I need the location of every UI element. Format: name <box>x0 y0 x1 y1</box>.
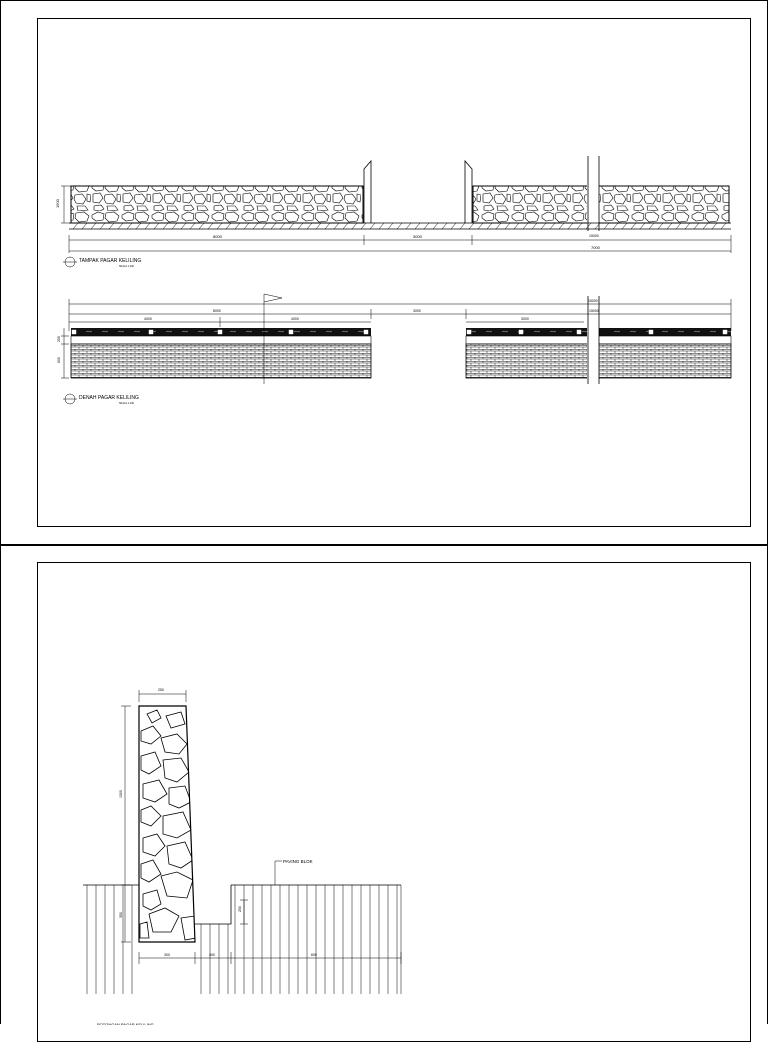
plan-title: DENAH PAGAR KELILING <box>79 395 139 401</box>
segment-dim-3: 7000 <box>591 245 600 250</box>
elevation-scale: SKALA 1:100 <box>119 265 134 268</box>
plan-break-gap <box>587 326 599 381</box>
right-sub: 3000 <box>521 317 529 321</box>
height-dimension <box>121 706 131 942</box>
gate-post-right <box>465 161 472 223</box>
fence-elevation <box>55 156 731 268</box>
side-dim-2: 600 <box>57 357 61 363</box>
left-segment-label: 8000 <box>213 309 221 313</box>
right-break-label: 15000 <box>589 309 599 313</box>
plan-side-dimension <box>61 328 69 378</box>
right-stone-wall <box>473 186 729 223</box>
height-dimension <box>61 186 71 223</box>
overall-dimension <box>69 299 731 331</box>
break-dim: 15000 <box>589 234 599 238</box>
paving-depth-label: 250 <box>238 906 242 912</box>
bottom-dim-1: 300 <box>164 953 170 957</box>
sheet-1-drawing <box>1 1 768 546</box>
top-width-label: 250 <box>158 688 164 692</box>
left-sub-2: 4000 <box>291 317 299 321</box>
paving-leader <box>275 861 282 885</box>
bottom-dim-3: 600 <box>311 953 317 957</box>
drawing-sheet-2 <box>0 545 768 1024</box>
left-sub-1: 4000 <box>144 317 152 321</box>
stone-wall-outline <box>139 706 195 942</box>
segment-dim-2: 3000 <box>413 234 422 239</box>
overall-dim-label: 15000 <box>588 299 598 303</box>
fence-section <box>83 688 401 1025</box>
segment-dim-1: 8000 <box>213 234 222 239</box>
sheet-2-drawing <box>1 546 768 1025</box>
left-paving <box>71 344 371 378</box>
plan-scale: SKALA 1:100 <box>119 402 134 405</box>
middle-segment-label: 3000 <box>413 309 421 313</box>
segment-dimension <box>69 309 731 319</box>
left-wall-band <box>71 336 371 344</box>
height-label: 1500 <box>119 790 123 798</box>
fence-plan <box>57 294 732 405</box>
bottom-dimension <box>139 952 401 964</box>
paving-step <box>195 885 231 924</box>
section-title: POTONGAN PAGAR KELILING <box>97 1022 154 1025</box>
bottom-dim-2: 300 <box>209 953 215 957</box>
elevation-title: TAMPAK PAGAR KELILING <box>79 258 142 264</box>
ground-hatch <box>73 223 726 229</box>
bottom-dimension-line <box>69 235 731 253</box>
height-dim-label: 1500 <box>55 199 60 208</box>
break-gap <box>587 185 599 225</box>
gate-post-left <box>364 161 371 223</box>
footing-depth-label: 350 <box>119 912 123 918</box>
left-stone-wall <box>71 186 363 223</box>
paving-label: PAVING BLOK <box>283 859 313 864</box>
side-dim-1: 250 <box>57 336 61 342</box>
